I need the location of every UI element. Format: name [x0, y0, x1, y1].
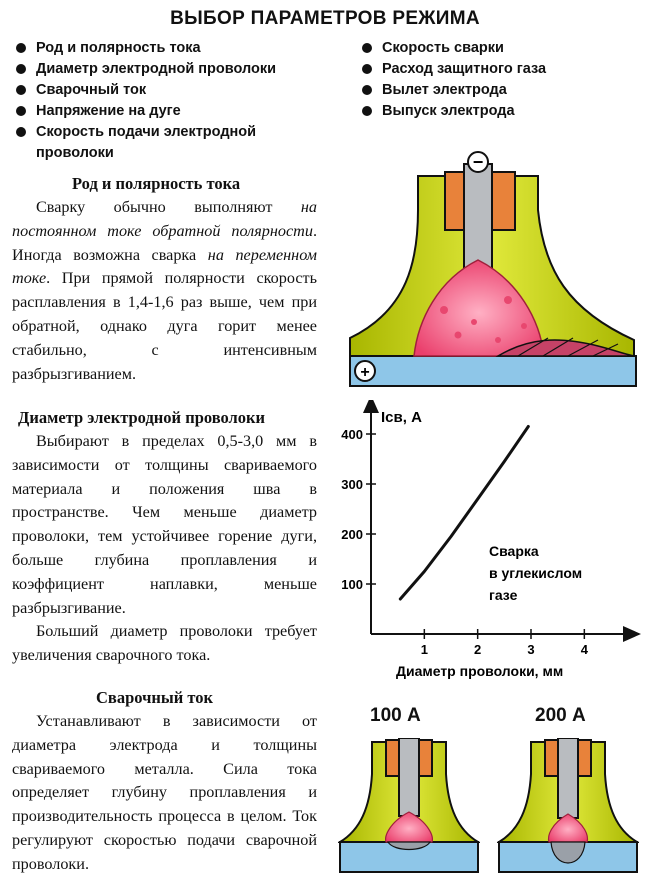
paragraph: Выбирают в пределах 0,5-3,0 мм в зависимости от толщины свариваемого материала и положения шва в пространстве. Чем меньше диаметр проволоки, тем устойчивее горение дуги, больше глубина проплавления и коэффициент наплавки, меньше разбрызгивание. [12, 432, 317, 617]
x-tick-label: 3 [527, 642, 535, 657]
y-tick-label: 100 [341, 577, 363, 592]
section-text-diameter [12, 430, 317, 668]
param-item: Род и полярность тока [14, 38, 334, 59]
x-tick-label: 1 [420, 642, 428, 657]
page-title: ВЫБОР ПАРАМЕТРОВ РЕЖИМА [170, 8, 480, 29]
section-text-current: Устанавливают в зависимости от диаметра электрода и толщины свариваемого металла. Сила тока определяет глубину проплавления и производительность процесса в целом. Ток регулируют скоростью подачи сварочной проволоки. [12, 712, 317, 873]
param-item: Напряжение на дуге [14, 101, 334, 122]
torch-diagram-200a [497, 738, 639, 878]
x-tick-label: 2 [474, 642, 482, 657]
x-tick-label: 4 [580, 642, 588, 657]
param-item: Диаметр электродной проволоки [14, 59, 334, 80]
param-item: Сварочный ток [14, 80, 334, 101]
y-axis-label: Iсв, А [381, 409, 422, 426]
current-label-200: 200 А [535, 705, 586, 726]
plus-sign-label: + [360, 364, 370, 381]
section-heading-diameter: Диаметр электродной проволоки [18, 408, 266, 427]
x-axis-label: Диаметр проволоки, мм [396, 663, 564, 679]
welding-torch-diagram [348, 150, 638, 390]
current-vs-diameter-chart [325, 400, 645, 690]
current-label-100: 100 А [370, 705, 421, 726]
params-list-left [14, 38, 334, 164]
section-heading-current: Сварочный ток [96, 688, 214, 707]
params-list-right [360, 38, 640, 122]
paragraph: Больший диаметр проволоки требует увеличения сварочного тока. [12, 622, 317, 665]
minus-sign-label: − [472, 152, 484, 172]
base-metal [350, 356, 636, 386]
param-item: Расход защитного газа [360, 59, 640, 80]
y-tick-label: 300 [341, 477, 363, 492]
param-item: Вылет электрода [360, 80, 640, 101]
chart-annotation: газе [489, 587, 518, 603]
param-item: Скорость сварки [360, 38, 640, 59]
torch-diagram-100a [338, 738, 480, 878]
param-item: Скорость подачи электродной проволоки [14, 122, 326, 164]
param-item: Выпуск электрода [360, 101, 640, 122]
section-heading-polarity: Род и полярность тока [72, 174, 241, 193]
y-tick-label: 400 [341, 427, 363, 442]
section-text-polarity: Сварку обычно выполняют на постоянном токе обратной полярности. Иногда возможна сварка на переменном токе. При прямой полярности скорость расплавления в 1,4-1,6 раз выше, чем при обратной, однако дуга горит менее стабильно, с интенсивным разбрызгиванием. [12, 198, 318, 383]
y-tick-label: 200 [341, 527, 363, 542]
chart-annotation: Сварка [489, 543, 539, 559]
chart-annotation: в углекислом [489, 565, 583, 581]
